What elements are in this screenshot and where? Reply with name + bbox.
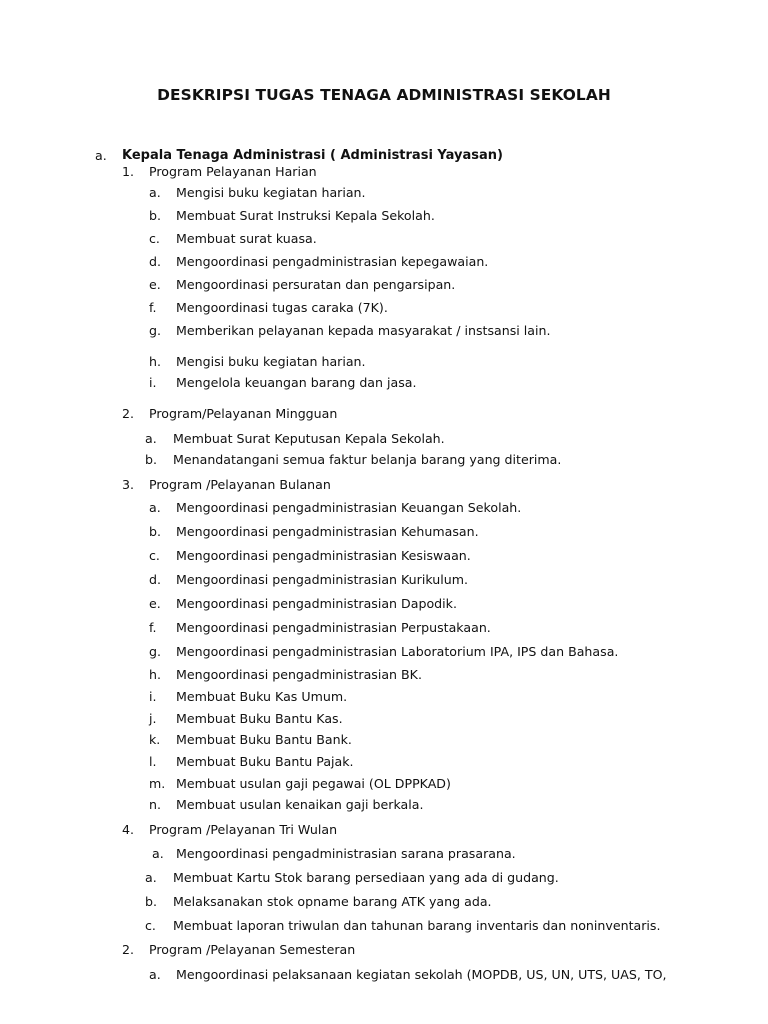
list-item-marker: c. <box>145 918 156 933</box>
program-label: Program Pelayanan Harian <box>149 164 317 179</box>
list-item: Membuat Kartu Stok barang persediaan yang ada di gudang. <box>173 870 559 885</box>
list-item-marker: a. <box>152 846 164 861</box>
list-item: Mengoordinasi pengadministrasian Kurikulum. <box>176 572 468 587</box>
list-item: Mengoordinasi pengadministrasian Kesiswaan. <box>176 548 471 563</box>
section-marker: a. <box>95 148 107 163</box>
list-item: Membuat surat kuasa. <box>176 231 317 246</box>
list-item-marker: n. <box>149 797 161 812</box>
list-item-marker: e. <box>149 596 161 611</box>
list-item: Menandatangani semua faktur belanja barang yang diterima. <box>173 452 562 467</box>
list-item-marker: f. <box>149 300 157 315</box>
list-item: Mengoordinasi pengadministrasian Perpustakaan. <box>176 620 491 635</box>
list-item-marker: d. <box>149 572 161 587</box>
list-item-marker: b. <box>145 452 157 467</box>
list-item-marker: c. <box>149 231 160 246</box>
program-number: 2. <box>122 406 135 421</box>
list-item: Mengoordinasi persuratan dan pengarsipan. <box>176 277 456 292</box>
list-item: Mengoordinasi pengadministrasian kepegawaian. <box>176 254 489 269</box>
list-item: Membuat Buku Bantu Bank. <box>176 732 352 747</box>
list-item-marker: a. <box>149 967 161 982</box>
list-item: Mengoordinasi tugas caraka (7K). <box>176 300 388 315</box>
section-heading: Kepala Tenaga Administrasi ( Administrasi Yayasan) <box>122 148 503 163</box>
list-item: Memberikan pelayanan kepada masyarakat / instsansi lain. <box>176 323 551 338</box>
program-number: 2. <box>122 942 135 957</box>
list-item-marker: a. <box>149 500 161 515</box>
list-item-marker: b. <box>149 524 161 539</box>
program-number: 1. <box>122 164 135 179</box>
list-item: Membuat Surat Keputusan Kepala Sekolah. <box>173 431 445 446</box>
list-item: Mengoordinasi pengadministrasian Dapodik. <box>176 596 457 611</box>
list-item: Mengoordinasi pengadministrasian Laboratorium IPA, IPS dan Bahasa. <box>176 644 619 659</box>
program-label: Program /Pelayanan Tri Wulan <box>149 822 338 837</box>
list-item-marker: a. <box>149 185 161 200</box>
list-item: Membuat usulan gaji pegawai (OL DPPKAD) <box>176 776 451 791</box>
list-item-marker: e. <box>149 277 161 292</box>
list-item: Mengoordinasi pelaksanaan kegiatan sekolah (MOPDB, US, UN, UTS, UAS, TO, <box>176 967 667 982</box>
list-item-marker: m. <box>149 776 166 791</box>
program-label: Program /Pelayanan Bulanan <box>149 477 331 492</box>
program-label: Program /Pelayanan Semesteran <box>149 942 356 957</box>
list-item-marker: d. <box>149 254 161 269</box>
list-item-marker: k. <box>149 732 161 747</box>
list-item: Membuat Buku Bantu Pajak. <box>176 754 354 769</box>
list-item: Mengisi buku kegiatan harian. <box>176 185 366 200</box>
list-item-marker: h. <box>149 667 161 682</box>
list-item: Membuat Buku Bantu Kas. <box>176 711 343 726</box>
list-item-marker: i. <box>149 689 157 704</box>
list-item: Membuat laporan triwulan dan tahunan barang inventaris dan noninventaris. <box>173 918 661 933</box>
program-number: 3. <box>122 477 135 492</box>
program-number: 4. <box>122 822 135 837</box>
list-item: Membuat Surat Instruksi Kepala Sekolah. <box>176 208 435 223</box>
document-title: DESKRIPSI TUGAS TENAGA ADMINISTRASI SEKOLAH <box>157 86 611 104</box>
list-item: Melaksanakan stok opname barang ATK yang ada. <box>173 894 492 909</box>
list-item-marker: j. <box>149 711 157 726</box>
list-item-marker: a. <box>145 870 157 885</box>
list-item-marker: g. <box>149 323 161 338</box>
list-item-marker: b. <box>149 208 161 223</box>
list-item-marker: i. <box>149 375 157 390</box>
list-item: Membuat usulan kenaikan gaji berkala. <box>176 797 424 812</box>
list-item: Mengoordinasi pengadministrasian Kehumasan. <box>176 524 479 539</box>
list-item-marker: c. <box>149 548 160 563</box>
list-item: Membuat Buku Kas Umum. <box>176 689 348 704</box>
list-item-marker: g. <box>149 644 161 659</box>
program-label: Program/Pelayanan Mingguan <box>149 406 338 421</box>
list-item: Mengoordinasi pengadministrasian BK. <box>176 667 422 682</box>
list-item-marker: l. <box>149 754 157 769</box>
list-item: Mengelola keuangan barang dan jasa. <box>176 375 417 390</box>
list-item-marker: f. <box>149 620 157 635</box>
list-item-marker: h. <box>149 354 161 369</box>
list-item-marker: b. <box>145 894 157 909</box>
list-item: Mengisi buku kegiatan harian. <box>176 354 366 369</box>
list-item-marker: a. <box>145 431 157 446</box>
list-item: Mengoordinasi pengadministrasian Keuangan Sekolah. <box>176 500 522 515</box>
list-item: Mengoordinasi pengadministrasian sarana prasarana. <box>176 846 516 861</box>
